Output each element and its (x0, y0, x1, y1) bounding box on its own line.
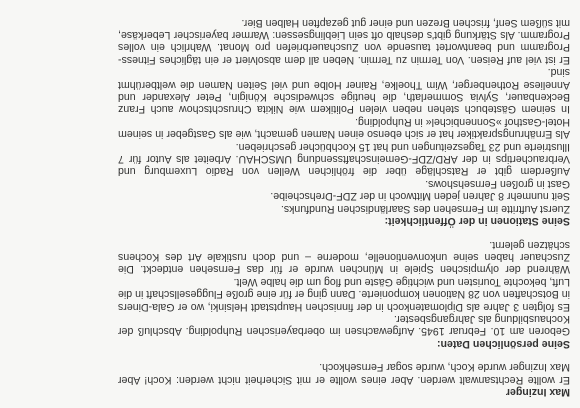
personal-data-text: Geboren am 10. Februar 1945. Aufgewachsen im oberbayerischen Ruhpolding. Abschluß der Kochausbildung als Jahrgangsbester. Es folgten 3 Jahre als Diplomatenkoch in der finnischen Hauptstadt Helsinki, wo er Gala-Diners in Botschaften von 28 Nationen komponierte. Dann ging er für eine große Fluggesellschaft in die Luft, bekochte Touristen und wichtige Gäste und flog um die halbe Welt. Während der olympischen Spiele in München wurde er für das Fernsehen entdeckt. Die Zuschauer haben seine unkonventionelle, moderne – und doch rustikale Art des Kochens schätzen gelernt. (118, 238, 570, 338)
document-body (118, 16, 570, 398)
person-name-heading: Max Inzinger (505, 386, 570, 398)
public-stations-text: Zuerst Auftritte im Fernsehen des Saarländischen Rundfunks. Seit nunmehr 8 Jahren jeden Mittwoch in der ZDF-Drehscheibe. Gast in großen Fernsehshows. Außerdem gibt er Ratschläge über die fröhlichen Wellen von Radio Luxemburg und Verbrauchertips in der ARD/ZDF-Gemeinschaftssendung UMSCHAU. Arbeitet als Autor für 7 Illustrierte und 23 Tageszeitungen und hat 15 Kochbücher geschrieben. Als Ernährungspraktiker hat er sich ebenso einen Namen gemacht, wie als Gastgeber in seinem Hotel-Gasthof »Sonnenbichel« in Ruhpolding. In seinem Gästebuch stehen neben vielen Politikern wie Nikita Chruschtschow auch Franz Beckenbauer, Sylvia Sommerlath, die heutige schwedische Königin, Peter Alexander und Anneliese Rothenberger, Wim Thoelke, Rainer Holbe und viel Seiten Namen die weltberühmt sind. Er ist viel auf Reisen. Von Termin zu Termin. Neben all dem absolviert er ein tägliches Fitness-Programm und beantwortet tausende von Zuschauerbriefen pro Monat. Wahrlich ein volles Programm. Als Stärkung gibt's deshalb oft sein Lieblingsessen: Warmer bayerischer Leberkäse, mit süßem Senf, frischen Brezen und einer gut gezapften Halben Bier. (118, 16, 570, 215)
intro-paragraph: Er wollte Rechtsanwalt werden. Aber eines wollte er mit Sicherheit nicht werden: Koch! Aber Max Inzinger wurde Koch, wurde sogar Fernsehkoch. (118, 361, 570, 386)
personal-data-heading: Seine persönlichen Daten: (436, 337, 570, 350)
public-stations-heading: Seine Stationen in der Öffentlichkeit: (384, 215, 570, 228)
